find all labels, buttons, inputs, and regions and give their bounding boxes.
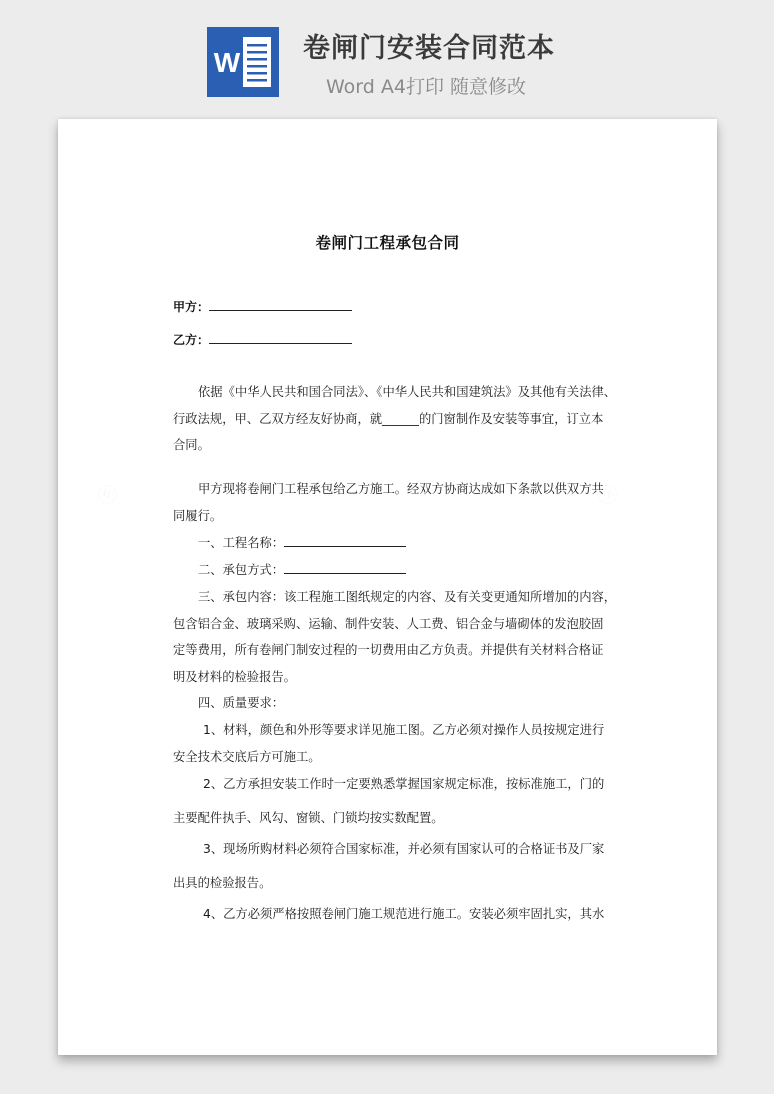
item-label: 二、承包方式： bbox=[198, 563, 285, 577]
header-subtitle: Word A4打印 随意修改 bbox=[326, 76, 527, 98]
word-icon bbox=[207, 27, 279, 97]
contract-method-blank bbox=[284, 561, 406, 574]
text-line: 1、材料，颜色和外形等要求详见施工图。乙方必须对操作人员按规定进行 bbox=[203, 723, 605, 737]
party-a-blank bbox=[209, 298, 352, 311]
quality-item-4 bbox=[173, 901, 603, 928]
text-line: 3、现场所购材料必须符合国家标准，并必须有国家认可的合格证书及厂家 bbox=[203, 842, 605, 856]
header bbox=[0, 0, 774, 118]
item-label: 四、质量要求： bbox=[198, 696, 285, 710]
text-line: 主要配件执手、风勾、窗锁、门锁均按实数配置。 bbox=[173, 810, 444, 825]
item-contract-method bbox=[173, 557, 603, 584]
text-line: 定等费用，所有卷闸门制安过程的一切费用由乙方负责。并提供有关材料合格证 bbox=[173, 643, 604, 657]
text-line: 同履行。 bbox=[173, 508, 223, 523]
text-line: 包含铝合金、玻璃采购、运输、制件安装、人工费、铝合金与墙砌体的发泡胶固 bbox=[173, 616, 604, 631]
text-line: 合同。 bbox=[173, 438, 210, 452]
text-line: 明及材料的检验报告。 bbox=[173, 669, 296, 684]
paragraph-intro bbox=[173, 379, 617, 459]
quality-item-1 bbox=[173, 717, 603, 770]
text-line: 行政法规，甲、乙双方经友好协商，就______的门窗制作及安装等事宜，订立本 bbox=[173, 411, 604, 426]
item-contract-content bbox=[173, 584, 617, 690]
item-quality bbox=[173, 690, 603, 717]
text-line: 甲方现将卷闸门工程承包给乙方施工。经双方协商达成如下条款以供双方共 bbox=[198, 482, 604, 496]
party-b-line bbox=[173, 331, 352, 348]
text-line: 安全技术交底后方可施工。 bbox=[173, 749, 321, 764]
text-line: 出具的检验报告。 bbox=[173, 875, 272, 890]
paragraph-contract bbox=[173, 476, 603, 529]
party-b-blank bbox=[209, 331, 352, 344]
project-name-blank bbox=[284, 534, 406, 547]
word-icon-letter: W bbox=[213, 47, 241, 78]
watermark bbox=[92, 476, 124, 511]
text-line: 三、承包内容：该工程施工图纸规定的内容、及有关变更通知所增加的内容， bbox=[198, 590, 617, 604]
text-line: 依据《中华人民共和国合同法》、《中华人民共和国建筑法》及其他有关法律、 bbox=[198, 385, 617, 399]
text-line: 2、乙方承担安装工作时一定要熟悉掌握国家规定标准，按标准施工，门的 bbox=[203, 777, 605, 791]
item-project-name bbox=[173, 530, 603, 557]
document-title: 卷闸门工程承包合同 bbox=[315, 234, 460, 252]
party-a-label: 甲方： bbox=[173, 300, 210, 314]
party-b-label: 乙方： bbox=[173, 333, 210, 347]
document-page bbox=[58, 119, 717, 1055]
party-a-line bbox=[173, 298, 352, 315]
text-line: 4、乙方必须严格按照卷闸门施工规范进行施工。安装必须牢固扎实，其水 bbox=[203, 907, 605, 921]
quality-item-2 bbox=[173, 771, 603, 831]
quality-item-3 bbox=[173, 836, 603, 896]
header-title: 卷闸门安装合同范本 bbox=[303, 33, 555, 64]
item-label: 一、工程名称： bbox=[198, 536, 285, 550]
